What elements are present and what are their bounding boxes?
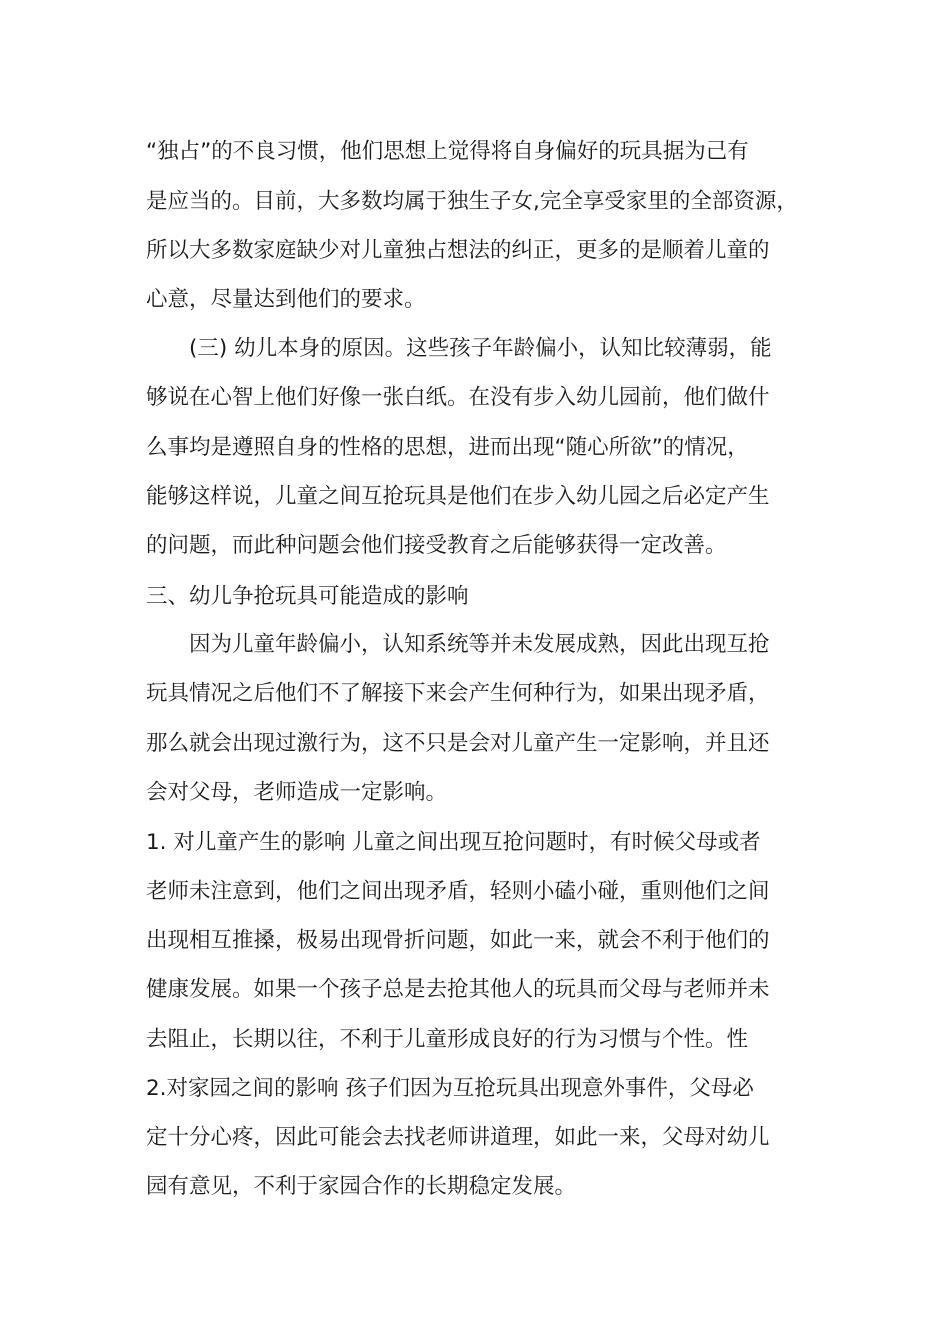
list-item-heading: 1. 对儿童产生的影响 儿童之间出现互抢问题时，有时候父母或者 [146, 830, 761, 855]
text-line: (三) 幼儿本身的原因。这些孩子年龄偏小，认知比较薄弱，能 [189, 336, 772, 361]
text-line: 健康发展。如果一个孩子总是去抢其他人的玩具而父母与老师并未 [146, 977, 770, 1002]
text-line: 所以大多数家庭缺少对儿童独占想法的纠正，更多的是顺着儿童的 [146, 238, 770, 263]
text-line: 出现相互推搡，极易出现骨折问题，如此一来，就会不利于他们的 [146, 928, 770, 953]
text-line: 去阻止，长期以往，不利于儿童形成良好的行为习惯与个性。性 [146, 1027, 749, 1052]
text-line: 会对父母，老师造成一定影响。 [146, 780, 448, 805]
text-line: 园有意见，不利于家园合作的长期稳定发展。 [146, 1174, 577, 1199]
text-line: 能够这样说，儿童之间互抢玩具是他们在步入幼儿园之后必定产生 [146, 484, 770, 509]
text-line: 心意，尽量达到他们的要求。 [146, 287, 426, 312]
text-line: 的问题，而此种问题会他们接受教育之后能够获得一定改善。 [146, 533, 727, 558]
text-line: 玩具情况之后他们不了解接下来会产生何种行为，如果出现矛盾， [146, 681, 770, 706]
text-line: 因为儿童年龄偏小，认知系统等并未发展成熟，因此出现互抢 [189, 632, 770, 657]
list-item-heading: 2.对家园之间的影响 孩子们因为互抢玩具出现意外事件，父母必 [146, 1076, 754, 1101]
text-line: 定十分心疼，因此可能会去找老师讲道理，如此一来，父母对幼儿 [146, 1125, 770, 1150]
text-line: 么事均是遵照自身的性格的思想，进而出现“随心所欲”的情况， [146, 435, 749, 460]
text-line: “独占”的不良习惯，他们思想上觉得将自身偏好的玩具据为己有 [146, 139, 749, 164]
section-heading: 三、幼儿争抢玩具可能造成的影响 [146, 584, 469, 609]
text-line: 是应当的。目前，大多数均属于独生子女,完全享受家里的全部资源， [146, 189, 798, 214]
text-line: 老师未注意到，他们之间出现矛盾，轻则小磕小碰，重则他们之间 [146, 879, 770, 904]
text-line: 那么就会出现过激行为，这不只是会对儿童产生一定影响，并且还 [146, 731, 770, 756]
text-line: 够说在心智上他们好像一张白纸。在没有步入幼儿园前，他们做什 [146, 385, 770, 410]
